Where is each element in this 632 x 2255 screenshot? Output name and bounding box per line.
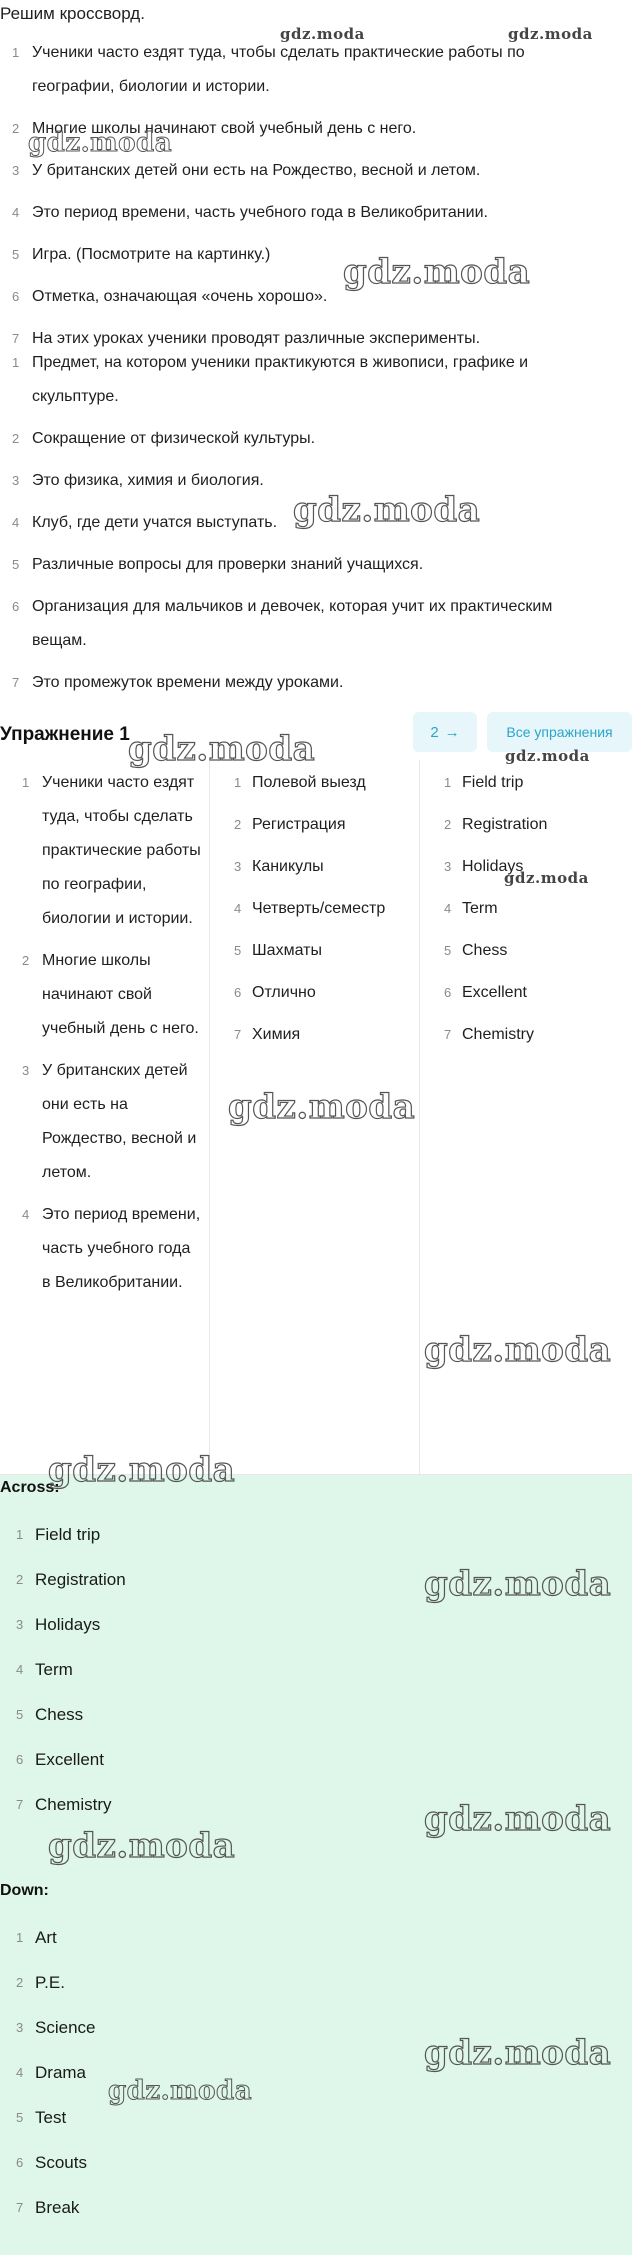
table-cell: 4 Это период времени, часть учебного года в Великобритании. [22, 1206, 201, 1291]
list-item: 4 Term [16, 1660, 73, 1679]
list-item: 7 Break [16, 2198, 80, 2217]
list-item: 2 Registration [16, 1570, 126, 1589]
list-item: 1 Ученики часто ездят туда, чтобы сделать практические работы по географии, биологии и истории. [12, 44, 525, 95]
list-item: 4 Это период времени, часть учебного года в Великобритании. [12, 204, 488, 221]
list-item: 6 Организация для мальчиков и девочек, которая учит их практическим вещам. [12, 598, 553, 649]
across-clue-list [0, 36, 590, 364]
intro-text: Решим кроссворд. [0, 4, 145, 23]
exercise-title: Упражнение 1 [0, 724, 130, 745]
watermark: gdz.moda [505, 747, 590, 765]
table-cell: 4 Term [444, 900, 498, 917]
table-cell: 3 У британских детей они есть на Рождество, весной и летом. [22, 1062, 197, 1181]
next-exercise-button[interactable]: 2 → [413, 712, 477, 752]
list-item: 3 Это физика, химия и биология. [12, 472, 264, 489]
answer-table [0, 760, 632, 1475]
table-cell: 3 Каникулы [234, 858, 324, 875]
list-item: 3 Holidays [16, 1615, 101, 1634]
watermark: gdz.moda [508, 25, 593, 43]
table-cell: 3 Holidays [444, 858, 524, 875]
list-item: 5 Различные вопросы для проверки знаний учащихся. [12, 556, 424, 573]
list-item: 3 Science [16, 2018, 96, 2037]
table-cell: 7 Chemistry [444, 1026, 535, 1043]
table-cell: 1 Полевой выезд [234, 774, 366, 791]
table-cell: 4 Четверть/семестр [234, 900, 386, 917]
list-item: 6 Scouts [16, 2153, 87, 2172]
table-cell: 2 Регистрация [234, 816, 346, 833]
list-item: 2 Сокращение от физической культуры. [12, 430, 316, 447]
table-column-russian [210, 760, 420, 1475]
watermark: gdz.moda [504, 869, 589, 887]
table-cell: 7 Химия [234, 1026, 301, 1043]
list-item: 1 Field trip [16, 1525, 101, 1544]
list-item: 7 На этих уроках ученики проводят различные эксперименты. [12, 330, 481, 347]
table-column-clues [0, 760, 210, 1475]
table-cell: 5 Шахматы [234, 942, 322, 959]
table-cell: 6 Excellent [444, 984, 527, 1001]
table-cell: 2 Registration [444, 816, 548, 833]
down-answers-block [0, 1878, 632, 2255]
down-heading: Down: [0, 1882, 49, 1899]
list-item: 3 У британских детей они есть на Рождество, весной и летом. [12, 162, 481, 179]
list-item: 5 Test [16, 2108, 67, 2127]
list-item: 5 Chess [16, 1705, 84, 1724]
watermark: gdz.moda [228, 1087, 416, 1127]
watermark: gdz.moda [28, 128, 173, 158]
table-cell: 5 Chess [444, 942, 508, 959]
list-item: 2 Многие школы начинают свой учебный день с него. [12, 120, 417, 137]
across-answers-block [0, 1475, 632, 1878]
down-clue-list [0, 346, 590, 708]
table-cell: 2 Многие школы начинают свой учебный день с него. [22, 952, 199, 1037]
list-item: 2 P.E. [16, 1973, 65, 1992]
list-item: 1 Art [16, 1928, 57, 1947]
list-item: 1 Предмет, на котором ученики практикуются в живописи, графике и скульптуре. [12, 354, 529, 405]
list-item: 6 Excellent [16, 1750, 104, 1769]
watermark: gdz.moda [128, 729, 316, 769]
list-item: 4 Drama [16, 2063, 87, 2082]
watermark: gdz.moda [280, 25, 365, 43]
table-cell: 1 Field trip [444, 774, 524, 791]
arrow-right-icon: → [444, 723, 460, 741]
list-item: 7 Chemistry [16, 1795, 112, 1814]
list-item: 5 Игра. (Посмотрите на картинку.) [12, 246, 271, 263]
all-exercises-button[interactable]: Все упражнения [487, 712, 632, 752]
across-heading: Across: [0, 1479, 60, 1496]
watermark: gdz.moda [48, 1450, 236, 1490]
watermark: gdz.moda [424, 1330, 612, 1370]
table-cell: 1 Ученики часто ездят туда, чтобы сделать практические работы по географии, биологии и истории. [22, 774, 201, 927]
watermark: gdz.moda [343, 252, 531, 292]
table-cell: 6 Отлично [234, 984, 316, 1001]
table-column-english [420, 760, 632, 1475]
list-item: 4 Клуб, где дети учатся выступать. [12, 514, 278, 531]
watermark: gdz.moda [293, 490, 481, 530]
list-item: 6 Отметка, означающая «очень хорошо». [12, 288, 328, 305]
list-item: 7 Это промежуток времени между уроками. [12, 674, 344, 691]
